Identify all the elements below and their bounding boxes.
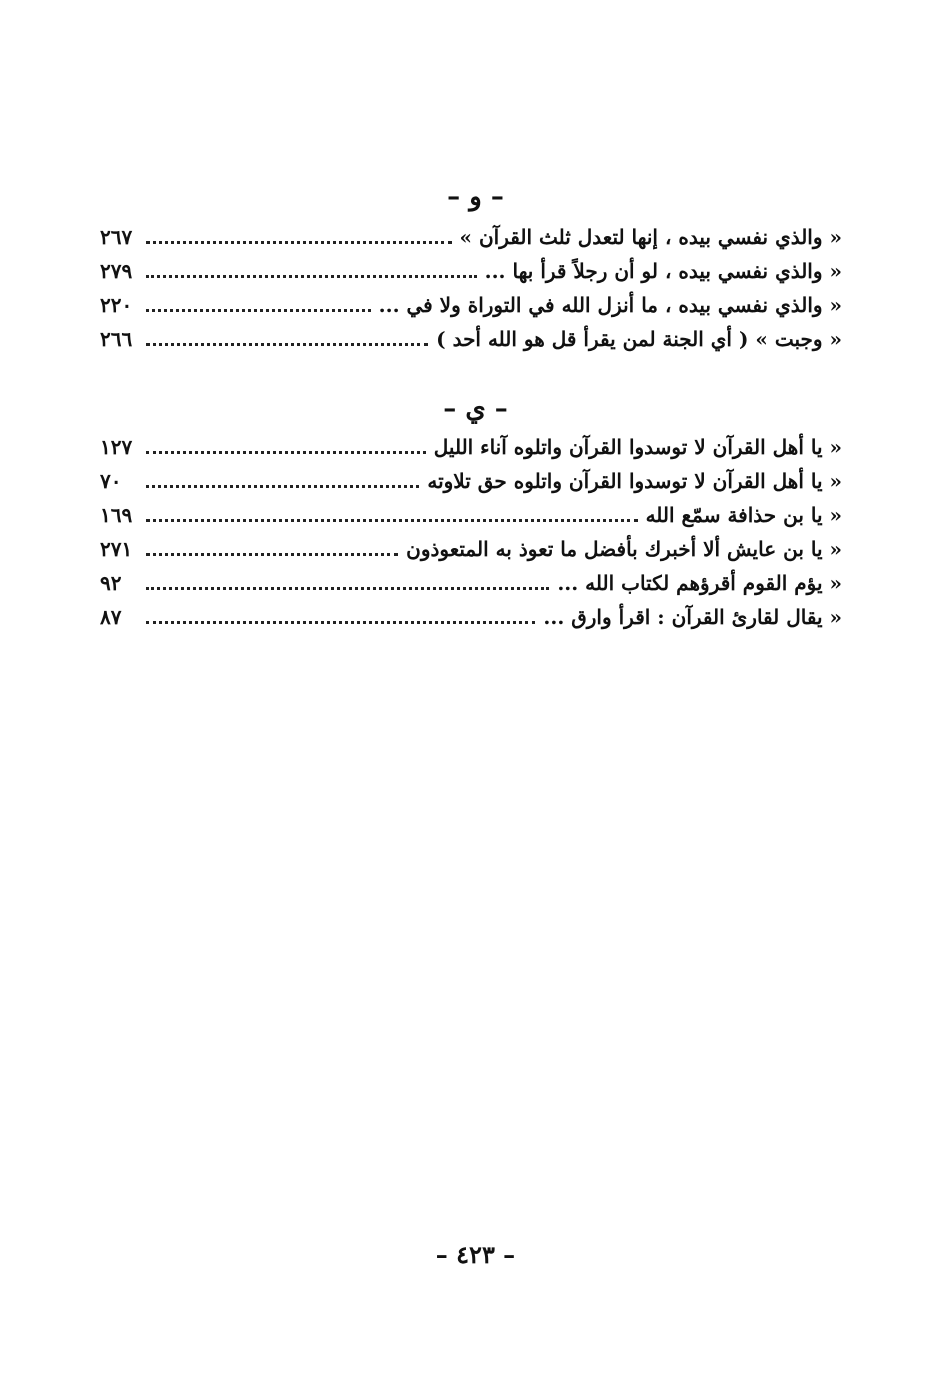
dot-leader xyxy=(146,343,428,346)
dot-leader xyxy=(146,587,549,590)
entry-text: « يا بن حذافة سمّع الله xyxy=(645,503,842,527)
section-heading-waw: – و – xyxy=(447,182,504,212)
entry-text: « والذي نفسي بيده ، إنها لتعدل ثلث القرآن » xyxy=(459,225,842,249)
index-entry xyxy=(100,532,842,566)
entry-page-number: ٨٧ xyxy=(100,605,122,629)
index-entry xyxy=(100,322,842,356)
index-entry xyxy=(100,566,842,600)
dot-leader xyxy=(146,241,452,244)
dot-leader xyxy=(146,485,419,488)
entry-page-number: ٢٦٦ xyxy=(100,327,133,351)
index-entry xyxy=(100,254,842,288)
dot-leader xyxy=(146,621,535,624)
entry-page-number: ٧٠ xyxy=(100,469,122,493)
entry-text: « يقال لقارئ القرآن : اقرأ وارق ... xyxy=(543,605,842,629)
index-entry xyxy=(100,220,842,254)
index-entry xyxy=(100,288,842,322)
section-heading-ya: – ي – xyxy=(443,394,508,424)
index-entry xyxy=(100,430,842,464)
entry-page-number: ٩٢ xyxy=(100,571,122,595)
entry-text: « يؤم القوم أقرؤهم لكتاب الله ... xyxy=(557,571,842,595)
entry-text: « وجبت » ( أي الجنة لمن يقرأ قل هو الله أحد ) xyxy=(436,327,842,351)
page-number: – ٤٢٣ – xyxy=(435,1240,516,1269)
entry-page-number: ٢٦٧ xyxy=(100,225,133,249)
index-entry xyxy=(100,464,842,498)
entry-page-number: ٢٢٠ xyxy=(100,293,133,317)
dot-leader xyxy=(146,451,426,454)
entry-text: « والذي نفسي بيده ، لو أن رجلاً قرأ بها ... xyxy=(484,259,842,283)
dot-leader xyxy=(146,275,477,278)
entry-page-number: ١٢٧ xyxy=(100,435,133,459)
dot-leader xyxy=(146,309,371,312)
entry-text: « يا أهل القرآن لا توسدوا القرآن واتلوه آناء الليل xyxy=(433,435,842,459)
index-list-ya xyxy=(100,430,842,634)
dot-leader xyxy=(146,519,638,522)
entry-page-number: ٢٧٩ xyxy=(100,259,133,283)
dot-leader xyxy=(146,553,398,556)
entry-text: « يا أهل القرآن لا توسدوا القرآن واتلوه حق تلاوته xyxy=(427,469,842,493)
entry-text: « والذي نفسي بيده ، ما أنزل الله في التوراة ولا في ... xyxy=(378,293,842,317)
index-entry xyxy=(100,498,842,532)
entry-text: « يا بن عايش ألا أخبرك بأفضل ما تعوذ به المتعوذون xyxy=(406,537,842,561)
index-entry xyxy=(100,600,842,634)
entry-page-number: ١٦٩ xyxy=(100,503,133,527)
entry-page-number: ٢٧١ xyxy=(100,537,133,561)
index-list-waw xyxy=(100,220,842,356)
